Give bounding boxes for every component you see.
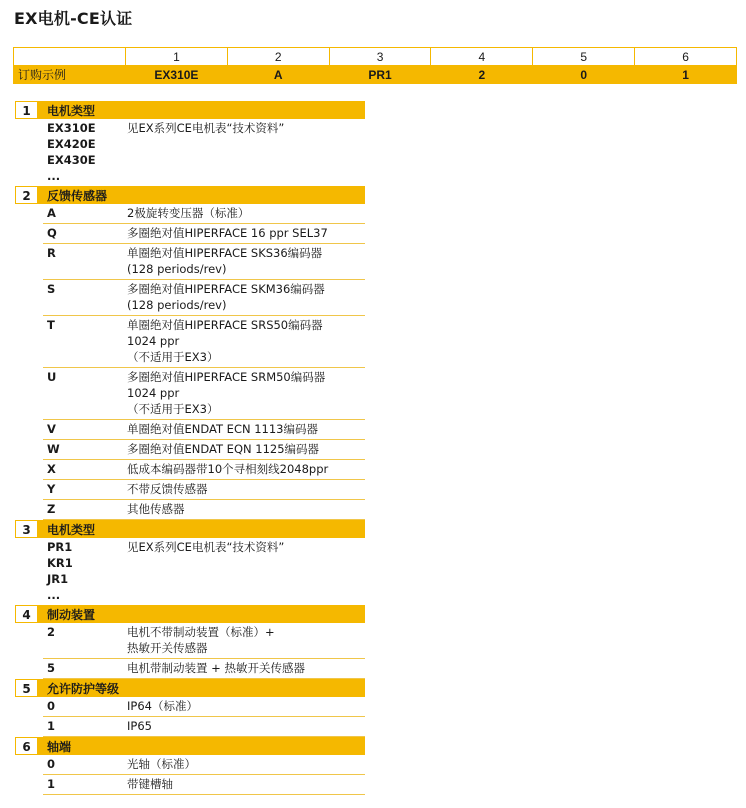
list-item: [43, 368, 365, 420]
order-position: 6: [635, 48, 737, 66]
option-desc: 见EX系列CE电机表“技术资料”: [127, 121, 285, 135]
option-desc: 单圈绝对值ENDAT ECN 1113编码器: [127, 422, 318, 436]
section-header-protection: [15, 679, 365, 697]
option-code: S: [47, 282, 56, 296]
list-item: [43, 659, 365, 679]
list-item: [43, 280, 365, 316]
order-empty-cell: [14, 48, 126, 66]
option-code: U: [47, 370, 57, 384]
option-codes: PR1 KR1 JR1 ...: [47, 540, 73, 602]
option-code: V: [47, 422, 56, 436]
order-label: 订购示例: [14, 66, 126, 84]
option-code: X: [47, 462, 56, 476]
section-number: 2: [15, 186, 38, 204]
section-header-feedback-sensor: [15, 186, 365, 204]
list-item: [43, 480, 365, 500]
order-position-row: [14, 48, 737, 66]
list-item: [43, 244, 365, 280]
option-code: T: [47, 318, 55, 332]
list-item: [43, 460, 365, 480]
section-number: 6: [15, 737, 38, 755]
list-item: [43, 204, 365, 224]
option-code: 2: [47, 625, 56, 639]
list-item: [43, 775, 365, 795]
section-number: 1: [15, 101, 38, 119]
option-desc: 多圈绝对值ENDAT EQN 1125编码器: [127, 442, 320, 456]
list-item: [43, 623, 365, 659]
list-item: [43, 420, 365, 440]
option-code: R: [47, 246, 56, 260]
section-header-motor-type: [15, 101, 365, 119]
section-title: 轴端: [47, 739, 72, 754]
option-desc: 单圈绝对值HIPERFACE SKS36编码器 (128 periods/rev): [127, 246, 323, 276]
option-desc: 低成本编码器带10个寻相刻线2048ppr: [127, 462, 329, 476]
option-desc: 见EX系列CE电机表“技术资料”: [127, 540, 285, 554]
option-desc: 带键槽轴: [127, 777, 173, 791]
option-code: 5: [47, 661, 56, 675]
option-desc: IP65: [127, 719, 152, 733]
order-position: 3: [329, 48, 431, 66]
list-item: [43, 119, 365, 186]
list-item: [43, 316, 365, 368]
section-header-shaft: [15, 737, 365, 755]
option-desc: 电机带制动装置 + 热敏开关传感器: [127, 661, 305, 675]
section-number: 4: [15, 605, 38, 623]
order-value-row: [14, 66, 737, 84]
option-desc: 其他传感器: [127, 502, 185, 516]
option-codes: EX310E EX420E EX430E ...: [47, 121, 96, 183]
list-item: [43, 440, 365, 460]
order-position: 4: [431, 48, 533, 66]
order-value: A: [227, 66, 329, 84]
order-position: 1: [126, 48, 228, 66]
option-desc: 单圈绝对值HIPERFACE SRS50编码器 1024 ppr （不适用于EX3）: [127, 318, 323, 364]
list-item: [43, 538, 365, 605]
option-desc: 多圈绝对值HIPERFACE SRM50编码器 1024 ppr （不适用于EX3）: [127, 370, 326, 416]
list-item: [43, 224, 365, 244]
option-code: 0: [47, 757, 56, 771]
section-title: 反馈传感器: [47, 188, 108, 203]
order-position: 2: [227, 48, 329, 66]
spec-list: [15, 101, 365, 795]
option-code: W: [47, 442, 60, 456]
option-desc: 多圈绝对值HIPERFACE SKM36编码器 (128 periods/rev): [127, 282, 325, 312]
section-number: 5: [15, 679, 38, 697]
option-code: 0: [47, 699, 56, 713]
option-desc: 多圈绝对值HIPERFACE 16 ppr SEL37: [127, 226, 328, 240]
option-code: Z: [47, 502, 56, 516]
list-item: [43, 697, 365, 717]
section-title: 允许防护等级: [47, 681, 120, 696]
option-desc: IP64（标准）: [127, 699, 198, 713]
option-desc: 2极旋转变压器（标准）: [127, 206, 250, 220]
option-code: A: [47, 206, 56, 220]
section-title: 电机类型: [47, 103, 96, 118]
section-number: 3: [15, 520, 38, 538]
option-desc: 不带反馈传感器: [127, 482, 208, 496]
option-code: Y: [47, 482, 56, 496]
section-header-brake: [15, 605, 365, 623]
list-item: [43, 717, 365, 737]
section-title: 电机类型: [47, 522, 96, 537]
list-item: [43, 500, 365, 520]
option-desc: 电机不带制动装置（标准）+ 热敏开关传感器: [127, 625, 275, 655]
order-position: 5: [533, 48, 635, 66]
option-desc: 光轴（标准）: [127, 757, 196, 771]
list-item: [43, 755, 365, 775]
section-title: 制动装置: [47, 607, 96, 622]
order-value: 1: [635, 66, 737, 84]
order-value: PR1: [329, 66, 431, 84]
order-value: 0: [533, 66, 635, 84]
option-code: Q: [47, 226, 57, 240]
page-title: EX电机-CE认证: [14, 9, 133, 28]
order-example-table: [13, 47, 737, 84]
option-code: 1: [47, 777, 56, 791]
section-header-motor-type-2: [15, 520, 365, 538]
order-value: EX310E: [126, 66, 228, 84]
order-value: 2: [431, 66, 533, 84]
option-code: 1: [47, 719, 56, 733]
